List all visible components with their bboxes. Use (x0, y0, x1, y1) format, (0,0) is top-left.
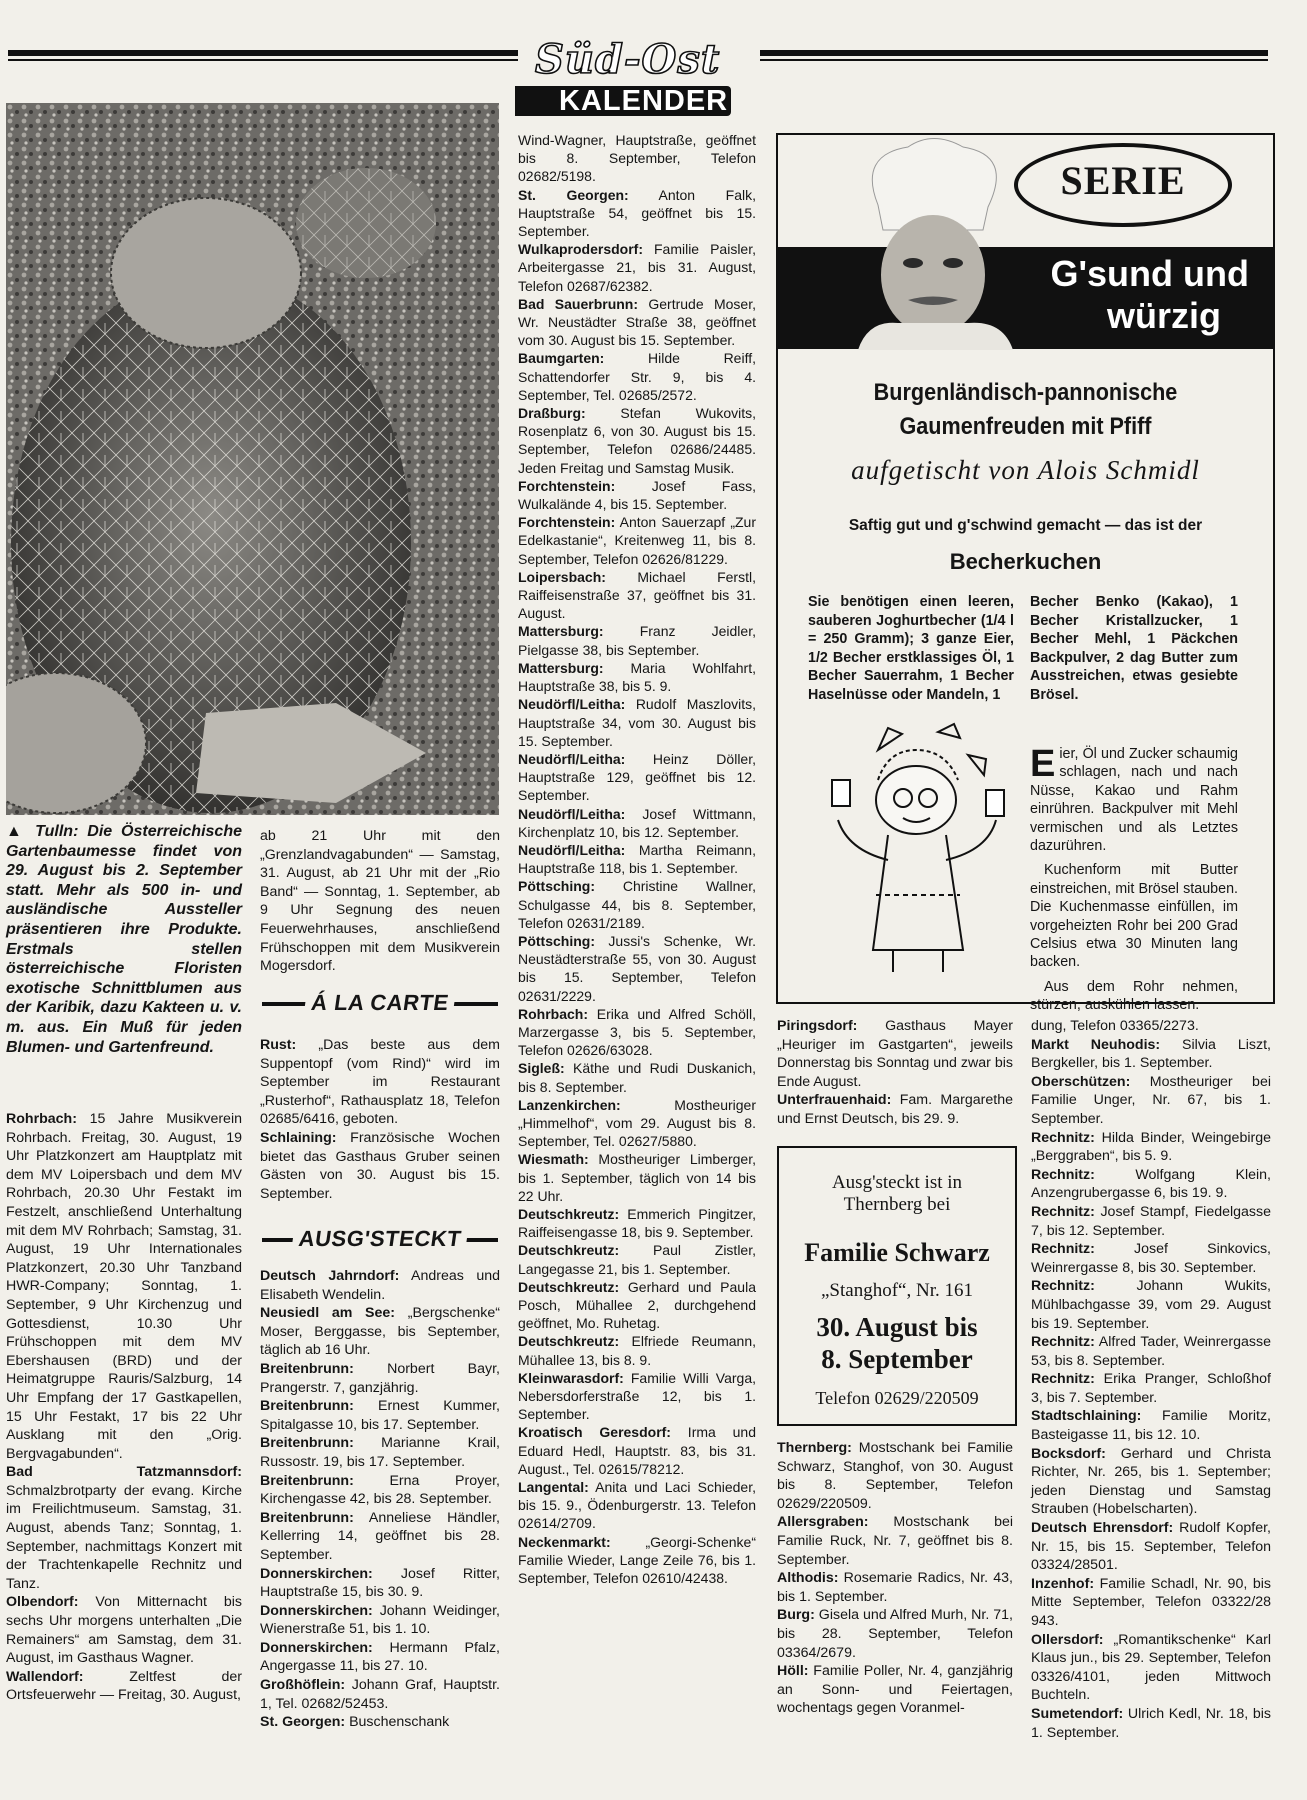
entry-place: Schlaining: (260, 1129, 337, 1146)
event-entry (518, 477, 756, 513)
event-entry (1031, 1017, 1271, 1036)
entry-text: Französische Wochen bietet das Gasthaus Gruber seinen Gästen von 30. August bis 15. September. (260, 1129, 500, 1202)
entry-text: Familie Paisler, Arbeitergasse 21, bis 31. August, Telefon 02687/62382. (518, 241, 756, 294)
chef-portrait (838, 135, 1028, 350)
entry-place: Breitenbrunn: (260, 1360, 354, 1377)
ausgsteckt-entry (260, 1509, 500, 1565)
entry-text: Familie Moritz, Basteigasse 11, bis 12. 10. (1031, 1408, 1271, 1444)
method-step-1 (1030, 745, 1238, 855)
entry-text: Schmalzbrotparty der evang. Kirche im Freilichtmuseum. Samstag, 31. August, abends Tanz; Sonntag, 1. September, nachmittags Konzert mit der Trachtenkapelle Rechnitz und Tanz. (6, 1482, 242, 1592)
serie-badge-label: SERIE (1060, 158, 1186, 203)
entry-place: Stadtschlaining: (1031, 1408, 1142, 1425)
event-entry (518, 404, 756, 477)
ad-date2: 8. September (821, 1344, 973, 1374)
entry-text: 15 Jahre Musikverein Rohrbach. Freitag, 30. August, 19 Uhr Platzkonzert am Hauptplatz mit dem MV Loipersbach und dem MV Rohrbach, 20.30 Uhr Festakt im Festzelt, anschließend Unterhaltung mit dem MV Rohrbach; Samstag, 31. August, 19 Uhr Internationales Platzkonzert, 20.30 Uhr Tanzband HWR-Company; Sonntag, 1. September, 9 Uhr Kirchenzug und Gottesdienst, 10.30 Uhr Frühschoppen mit dem MV Ebershausen (BRD) und der Heimatgruppe Rauris/Salzburg, 14 Uhr Empfang der 17 Gastkapellen, 15 Uhr Festakt, 17 bis 22 Uhr Ausklang mit den „Orig. Bergvagabunden“. (6, 1111, 242, 1462)
ad-address: „Stanghof“, Nr. 161 (821, 1280, 973, 1301)
top-rule-right-thin (760, 59, 1268, 61)
entry-text: Josef Fass, Wulkalände 4, bis 15. September. (518, 477, 756, 513)
entry-text: Familie Schadl, Nr. 90, bis Mitte September, Telefon 03322/28 943. (1031, 1575, 1271, 1629)
event-entry (777, 1017, 1013, 1091)
event-entry (518, 659, 756, 695)
entry-text: Hilde Reiff, Schattendorfer Str. 9, bis 4. September, Tel. 02685/2572. (518, 350, 756, 403)
event-entry (518, 240, 756, 295)
entry-place: Mattersburg: (518, 659, 604, 676)
ausgsteckt-entry (260, 1397, 500, 1434)
entry-place: Bocksdorf: (1031, 1445, 1106, 1462)
serie-banner-line2: würzig (1107, 295, 1221, 336)
entry-place: Deutschkreutz: (518, 1333, 620, 1350)
event-entry (518, 1533, 756, 1588)
entry-text: Rudolf Kopfer, Nr. 15, bis 15. September, Telefon 03324/28501. (1031, 1520, 1271, 1574)
event-entry (518, 186, 756, 241)
masthead (515, 36, 765, 126)
entry-text: Erika und Alfred Schöll, Marzergasse 3, bis 5. September, Telefon 02626/63028. (518, 1005, 756, 1059)
entry-text: Elfriede Reumann, Mühallee 13, bis 8. 9. (518, 1333, 756, 1368)
entry-place: Neudörfl/Leitha: (518, 750, 626, 767)
event-entry (518, 805, 756, 841)
ad-phone: Telefon 02629/220509 (815, 1388, 979, 1408)
event-entry (518, 1278, 756, 1333)
entry-place: Breitenbrunn: (260, 1435, 354, 1452)
ausgsteckt-heading (262, 1226, 498, 1252)
alacarte-heading (262, 990, 498, 1016)
entry-place: Lanzenkirchen: (518, 1096, 621, 1113)
entry-text: Gertrude Moser, Wr. Neustädter Straße 38, geöffnet vom 30. August bis 15. September. (518, 295, 756, 349)
method-text (1030, 745, 1238, 1015)
serie-byline: aufgetischt von Alois Schmidl (851, 455, 1200, 485)
event-entry (518, 841, 756, 877)
cactus-photo (6, 103, 499, 815)
method-dropcap: E (1030, 743, 1056, 785)
entry-place: Neudörfl/Leitha: (518, 805, 626, 822)
entry-place: Deutsch Jahrndorf: (260, 1268, 400, 1284)
method-step-3: Aus dem Rohr nehmen, stürzen, auskühlen lassen. (1030, 978, 1238, 1014)
ausgsteckt-list (260, 1267, 500, 1732)
entry-text: Anita und Laci Schieder, bis 15. 9., Ödenburgerstr. 13. Telefon 02614/2709. (518, 1479, 756, 1532)
event-entry (518, 1369, 756, 1424)
cook-cartoon (818, 710, 1018, 980)
event-entry (6, 1668, 242, 1705)
event-entry (518, 349, 756, 404)
event-entry (1031, 1203, 1271, 1240)
ausgsteckt-entry (260, 1676, 500, 1713)
entry-place: Ollersdorf: (1031, 1631, 1104, 1648)
ausgsteckt-entry (260, 1304, 500, 1360)
ingredients-left: Sie benötigen einen leeren, sauberen Joghurtbecher (1/4 l = 250 Gramm); 3 ganze Eier, 1/2 Becher erstklassiges Öl, 1 Becher Sauerrahm, 1 Becher Haselnüsse oder Mandeln, 1 (808, 594, 1014, 703)
event-column-2 (260, 827, 500, 976)
entry-place: Rechnitz: (1031, 1203, 1095, 1220)
entry-text: „Georgi-Schenke“ Familie Wieder, Lange Zeile 76, bis 1. September, Telefon 02610/42438. (518, 1533, 756, 1587)
event-entry (518, 622, 756, 658)
entry-place: Rohrbach: (518, 1005, 588, 1022)
entry-text: „Romantikschenke“ Karl Klaus jun., bis 29. September, Telefon 03326/4101, jeden Mittwoch Buchteln. (1031, 1631, 1271, 1704)
entry-place: Wiesmath: (518, 1151, 589, 1168)
entry-place: Neudörfl/Leitha: (518, 841, 626, 858)
event-entry (518, 1059, 756, 1095)
ad-name: Familie Schwarz (804, 1238, 990, 1267)
entry-text: Rudolf Maszlovits, Hauptstraße 34, vom 30. August bis 15. September. (518, 696, 756, 749)
serie-banner-line1: G'sund und (1050, 253, 1249, 294)
serie-headline-1: Burgenländisch-pannonische (873, 379, 1178, 406)
entry-text: Gasthaus Mayer „Heuriger im Gastgarten“, jeweils Donnerstag bis Sonntag und zwar bis Ende August. (777, 1018, 1013, 1090)
event-entry (1031, 1129, 1271, 1166)
entry-text: Erika Pranger, Schloßhof 3, bis 7. September. (1031, 1371, 1271, 1406)
entry-text: Johann Wukits, Mühlbachgasse 39, vom 29. August bis 19. September. (1031, 1278, 1271, 1332)
ingredients-right: Becher Benko (Kakao), 1 Becher Kristallzucker, 1 Becher Mehl, 1 Päckchen Backpulver, 2 dag Butter zum Ausstreichen, etwas gesiebte Brösel. (1030, 594, 1238, 703)
entry-text: Ulrich Kedl, Nr. 18, bis 1. September. (1031, 1705, 1271, 1741)
event-entry (1031, 1036, 1271, 1073)
entry-text: Marianne Krail, Russostr. 19, bis 17. September. (260, 1435, 500, 1470)
entry-place: Rust: (260, 1037, 297, 1053)
entry-text: Mostschank bei Familie Ruck, Nr. 7, geöffnet bis 8. September. (777, 1514, 1013, 1568)
entry-place: Deutsch Ehrensdorf: (1031, 1520, 1174, 1537)
entry-place: Breitenbrunn: (260, 1398, 354, 1415)
event-entry (518, 877, 756, 932)
entry-text: Franz Jeidler, Pielgasse 38, bis September. (518, 623, 756, 658)
entry-text: Andreas und Elisabeth Wendelin. (260, 1268, 500, 1303)
entry-place: Pöttsching: (518, 932, 595, 949)
entry-place: Sumetendorf: (1031, 1705, 1124, 1722)
entry-text: Zeltfest der Ortsfeuerwehr — Freitag, 30. August, (6, 1668, 242, 1704)
entry-place: Althodis: (777, 1570, 839, 1587)
entry-text: Hermann Pfalz, Angergasse 11, bis 27. 10. (260, 1639, 500, 1675)
entry-place: Rechnitz: (1031, 1129, 1095, 1146)
entry-place: Rechnitz: (1031, 1278, 1095, 1295)
entry-place: Bad Tatzmannsdorf: (6, 1464, 242, 1481)
entry-text: Rosemarie Radics, Nr. 43, bis 1. September. (777, 1570, 1013, 1605)
entry-text: Johann Weidinger, Wienerstraße 51, bis 1. 10. (260, 1602, 500, 1638)
event-entry (518, 131, 756, 186)
entry-place: Donnerskirchen: (260, 1602, 373, 1619)
ad-date1: 30. August bis (816, 1312, 978, 1342)
event-entry (518, 1096, 756, 1151)
ad-line1: Ausg'steckt ist in (831, 1172, 963, 1193)
event-column-5 (1031, 1017, 1271, 1742)
entry-place: Deutschkreutz: (518, 1278, 620, 1295)
entry-text: Familie Willi Varga, Nebersdorferstraße 12, bis 1. September. (518, 1369, 756, 1423)
event-entry (1031, 1240, 1271, 1277)
event-column-4b (777, 1439, 1013, 1718)
entry-text: Christine Wallner, Schulgasse 44, bis 8. September, Telefon 02631/2189. (518, 878, 756, 931)
method-step-1-text: ier, Öl und Zucker schaumig schlagen, nach und nach Nüsse, Kakao und Rahm einrühren. Backpulver mit Mehl vermischen und als Letztes dazurühren. (1030, 746, 1238, 855)
entry-text: Hilda Binder, Weingebirge „Berggraben“, bis 5. 9. (1031, 1129, 1271, 1165)
event-entry (777, 1662, 1013, 1718)
event-entry (777, 1513, 1013, 1569)
entry-text: Gerhard und Paula Posch, Mühallee 2, durchgehend geöffnet, Mo. Ruhetag. (518, 1278, 756, 1332)
event-entry (518, 750, 756, 805)
entry-text: Gisela und Alfred Murh, Nr. 71, bis 28. September, Telefon 03364/2679. (777, 1607, 1013, 1661)
entry-place: Rechnitz: (1031, 1241, 1095, 1258)
entry-place: Deutschkreutz: (518, 1242, 620, 1259)
event-entry (1031, 1407, 1271, 1444)
event-entry (777, 1606, 1013, 1662)
entry-place: Kroatisch Geresdorf: (518, 1424, 671, 1441)
event-entry (518, 1423, 756, 1478)
event-entry (1031, 1277, 1271, 1333)
entry-text: Alfred Tader, Weinrergasse 53, bis 8. September. (1031, 1334, 1271, 1369)
photo-caption: ▲ Tulln: Die Österreichische Gartenbaumesse findet von 29. August bis 2. September statt. Mehr als 500 in- und ausländische Aussteller präsentieren ihre Produkte. Erstmals stellen österreichische Floristen exotische Schnittblumen aus der Karibik, dazu Kakteen u. v. m. aus. Ein Muß für jeden Blumen- und Gartenfreund. (6, 823, 242, 1056)
entry-text: Michael Ferstl, Raiffeisenstraße 37, geöffnet bis 31. August. (518, 568, 756, 622)
entry-text: Heinz Döller, Hauptstraße 129, geöffnet bis 12. September. (518, 750, 756, 804)
entry-place: Wulkaprodersdorf: (518, 241, 643, 258)
alacarte-heading-label: Á LA CARTE (303, 990, 456, 1016)
entry-text: Emmerich Pingitzer, Raiffeisengasse 18, bis 9. September. (518, 1205, 756, 1241)
event-entry (1031, 1705, 1271, 1742)
entry-text: Anneliese Händler, Kellerring 14, geöffnet bis 28. September. (260, 1509, 500, 1563)
event-entry (518, 1478, 756, 1533)
entry-place: Rechnitz: (1031, 1166, 1095, 1183)
entry-text: Anton Falk, Hauptstraße 54, geöffnet bis 15. September. (518, 186, 756, 240)
event-entry (518, 695, 756, 750)
entry-place: Rechnitz: (1031, 1334, 1095, 1351)
entry-text: Wolfgang Klein, Anzengrubergasse 6, bis 19. 9. (1031, 1166, 1271, 1202)
entry-text: Wind-Wagner, Hauptstraße, geöffnet bis 8. September, Telefon 02682/5198. (518, 132, 756, 185)
alacarte-entry (260, 1129, 500, 1203)
ausgsteckt-entry (260, 1713, 500, 1732)
juggling-cook-icon (818, 710, 1018, 980)
event-entry (518, 1150, 756, 1205)
event-entry (518, 568, 756, 623)
entry-text: Josef Sinkovics, Weinrergasse 8, bis 30. September. (1031, 1241, 1271, 1276)
top-rule-right (760, 50, 1268, 56)
recipe-title: Becherkuchen (949, 549, 1102, 574)
event-entry (777, 1569, 1013, 1606)
entry-place: Rechnitz: (1031, 1371, 1095, 1388)
entry-place: St. Georgen: (518, 186, 629, 203)
entry-place: Deutschkreutz: (518, 1205, 620, 1222)
event-entry (777, 1091, 1013, 1128)
event-column-4 (777, 1017, 1013, 1129)
entry-place: Pöttsching: (518, 878, 595, 895)
entry-place: Burg: (777, 1607, 815, 1624)
entry-place: St. Georgen: (260, 1714, 346, 1731)
entry-text: Fam. Margarethe und Ernst Deutsch, bis 29. 9. (777, 1092, 1013, 1127)
entry-text: Mostheuriger „Himmelhof“, vom 29. August bis 8. September, Tel. 02627/5880. (518, 1096, 756, 1150)
ausgsteckt-entry (260, 1472, 500, 1509)
entry-place: Bad Sauerbrunn: (518, 295, 639, 312)
entry-place: Allersgraben: (777, 1514, 869, 1531)
ausgsteckt-entry (260, 1434, 500, 1471)
entry-place: Inzenhof: (1031, 1575, 1095, 1592)
entry-place: Breitenbrunn: (260, 1509, 354, 1526)
entry-text: Irma und Eduard Hedl, Hauptstr. 83, bis 31. August., Tel. 02615/78212. (518, 1424, 756, 1477)
entry-place: Unterfrauenhaid: (777, 1092, 892, 1109)
entry-text: Mostheuriger bei Familie Unger, Nr. 67, bis 1. September. (1031, 1073, 1271, 1127)
entry-text: Jussi's Schenke, Wr. Neustädterstraße 55, von 30. August bis 15. September, Telefon 02631/2229. (518, 932, 756, 1004)
entry-place: Thernberg: (777, 1440, 852, 1456)
entry-text: Anton Sauerzapf „Zur Edelkastanie“, Kreitenweg 11, bis 8. September, Telefon 02626/81229. (518, 514, 756, 567)
entry-text: Martha Reimann, Hauptstraße 118, bis 1. September. (518, 841, 756, 877)
entry-text: „Bergschenke“ Moser, Berggasse, bis September, täglich ab 16 Uhr. (260, 1305, 500, 1359)
event-entry (518, 1241, 756, 1277)
cactus-illustration (6, 103, 499, 815)
entry-place: Draßburg: (518, 405, 586, 422)
masthead-title: KALENDER (559, 85, 729, 117)
entry-text: Mostschank bei Familie Schwarz, Stanghof, von 30. August bis 8. September, Telefon 02629/220509. (777, 1440, 1013, 1512)
entry-place: Oberschützen: (1031, 1073, 1131, 1090)
familie-schwarz-ad (777, 1146, 1017, 1426)
ad-line2: Thernberg bei (843, 1194, 951, 1215)
event-entry (1031, 1073, 1271, 1129)
event-entry (518, 295, 756, 350)
ausgsteckt-entry (260, 1639, 500, 1676)
ausgsteckt-entry (260, 1565, 500, 1602)
entry-text: Erna Proyer, Kirchengasse 42, bis 28. September. (260, 1472, 500, 1508)
entry-place: Markt Neuhodis: (1031, 1036, 1161, 1053)
alacarte-list (260, 1036, 500, 1203)
entry-text: Silvia Liszt, Bergkeller, bis 1. September. (1031, 1036, 1271, 1072)
entry-place: Breitenbrunn: (260, 1472, 354, 1489)
serie-headline-2: Gaumenfreuden mit Pfiff (899, 413, 1152, 440)
event-column-3 (518, 131, 756, 1587)
entry-place: Kleinwarasdorf: (518, 1369, 624, 1386)
entry-place: Donnerskirchen: (260, 1565, 373, 1582)
entry-place: Olbendorf: (6, 1594, 79, 1611)
event-entry (1031, 1333, 1271, 1370)
entry-place: Sigleß: (518, 1060, 565, 1077)
event-entry (1031, 1575, 1271, 1631)
entry-place: Forchtenstein: (518, 477, 616, 494)
entry-place: Neusiedl am See: (260, 1305, 396, 1322)
entry-text: Stefan Wukovits, Rosenplatz 6, von 30. August bis 15. September, Telefon 02686/24485. Jeden Freitag und Samstag Musik. (518, 405, 756, 476)
entry-text: Ernest Kummer, Spitalgasse 10, bis 17. September. (260, 1398, 500, 1433)
event-entry (518, 1332, 756, 1368)
event-entry (6, 1110, 242, 1463)
serie-feature-box (776, 133, 1275, 1014)
entry-text: Von Mitternacht bis sechs Uhr morgens unterhalten „Die Remainers“ am Samstag, dem 31. August, im Gasthaus Wagner. (6, 1594, 242, 1667)
event-entry (6, 1463, 242, 1593)
event-entry (1031, 1445, 1271, 1519)
entry-place: Mattersburg: (518, 623, 604, 640)
event-entry (518, 513, 756, 568)
entry-text: dung, Telefon 03365/2273. (1031, 1018, 1199, 1034)
entry-place: Neckenmarkt: (518, 1533, 611, 1550)
event-column-1 (6, 1110, 242, 1705)
entry-place: Neudörfl/Leitha: (518, 696, 626, 713)
entry-place: Donnerskirchen: (260, 1639, 373, 1656)
entry-text: Buschenschank (345, 1714, 450, 1731)
entry-text: Johann Graf, Hauptstr. 1, Tel. 02682/52453. (260, 1677, 500, 1712)
event-entry (777, 1439, 1013, 1513)
entry-text: Josef Stampf, Fiedelgasse 7, bis 12. September. (1031, 1203, 1271, 1239)
event-entry (1031, 1631, 1271, 1705)
event-entry (1031, 1166, 1271, 1203)
event-entry (518, 932, 756, 1005)
entry-text: Josef Ritter, Hauptstraße 15, bis 30. 9. (260, 1565, 500, 1601)
event-entry (6, 1593, 242, 1667)
top-rule-left-thin (8, 59, 518, 61)
entry-place: Baumgarten: (518, 350, 605, 367)
entry-place: Forchtenstein: (518, 514, 616, 531)
event-entry (518, 1205, 756, 1241)
entry-text: Familie Poller, Nr. 4, ganzjährig an Sonn- und Feiertagen, wochentags gegen Voranmel- (777, 1663, 1013, 1717)
entry-text: Josef Wittmann, Kirchenplatz 10, bis 12. September. (518, 805, 756, 840)
method-step-2: Kuchenform mit Butter einstreichen, mit Brösel stauben. Die Kuchenmasse einfüllen, im vorgeheizten Rohr bei 200 Grad Celsius etwa 30 Minuten lang backen. (1030, 862, 1238, 971)
masthead-script-title: Süd-Ost (535, 36, 721, 83)
col2-intro: ab 21 Uhr mit den „Grenzlandvagabunden“ — Samstag, 31. August, ab 21 Uhr mit der „Rio Band“ — Sonntag, 1. September, ab 9 Uhr Segnung des neuen Feuerwehrhauses, anschließend Frühschoppen mit dem Musikverein Mogersdorf. (260, 828, 500, 975)
entry-place: Großhöflein: (260, 1677, 346, 1694)
entry-text: „Das beste aus dem Suppentopf (vom Rind)“ wird im September im Restaurant „Rusterhof“, Rathausplatz 18, Telefon 02685/6416, geboten. (260, 1037, 500, 1128)
top-rule-left (8, 50, 518, 56)
entry-place: Rohrbach: (6, 1111, 77, 1127)
event-entry (518, 1005, 756, 1060)
entry-place: Langental: (518, 1479, 589, 1496)
ausgsteckt-entry (260, 1267, 500, 1304)
event-entry (1031, 1370, 1271, 1407)
chef-photo-icon (838, 135, 1028, 350)
serie-teaser: Saftig gut und g'schwind gemacht — das ist der (848, 517, 1203, 534)
entry-text: Maria Wohlfahrt, Hauptstraße 38, bis 5. 9. (518, 659, 756, 695)
ausgsteckt-entry (260, 1602, 500, 1639)
entry-place: Höll: (777, 1663, 809, 1680)
entry-place: Loipersbach: (518, 568, 606, 585)
entry-place: Piringsdorf: (777, 1018, 858, 1034)
entry-text: Paul Zistler, Langegasse 21, bis 1. September. (518, 1242, 756, 1277)
ausgsteckt-heading-label: AUSG'STECKT (291, 1226, 469, 1252)
entry-text: Käthe und Rudi Duskanich, bis 8. September. (518, 1060, 756, 1095)
entry-text: Mostheuriger Limberger, bis 1. September, täglich von 14 bis 22 Uhr. (518, 1151, 756, 1204)
entry-text: Gerhard und Christa Richter, Nr. 265, bis 1. September; jeden Dienstag und Samstag Strauben (Hobelscharten). (1031, 1445, 1271, 1518)
event-entry (1031, 1519, 1271, 1575)
ausgsteckt-entry (260, 1360, 500, 1397)
entry-text: Norbert Bayr, Prangerstr. 7, ganzjährig. (260, 1360, 500, 1396)
entry-place: Wallendorf: (6, 1668, 84, 1685)
alacarte-entry (260, 1036, 500, 1129)
